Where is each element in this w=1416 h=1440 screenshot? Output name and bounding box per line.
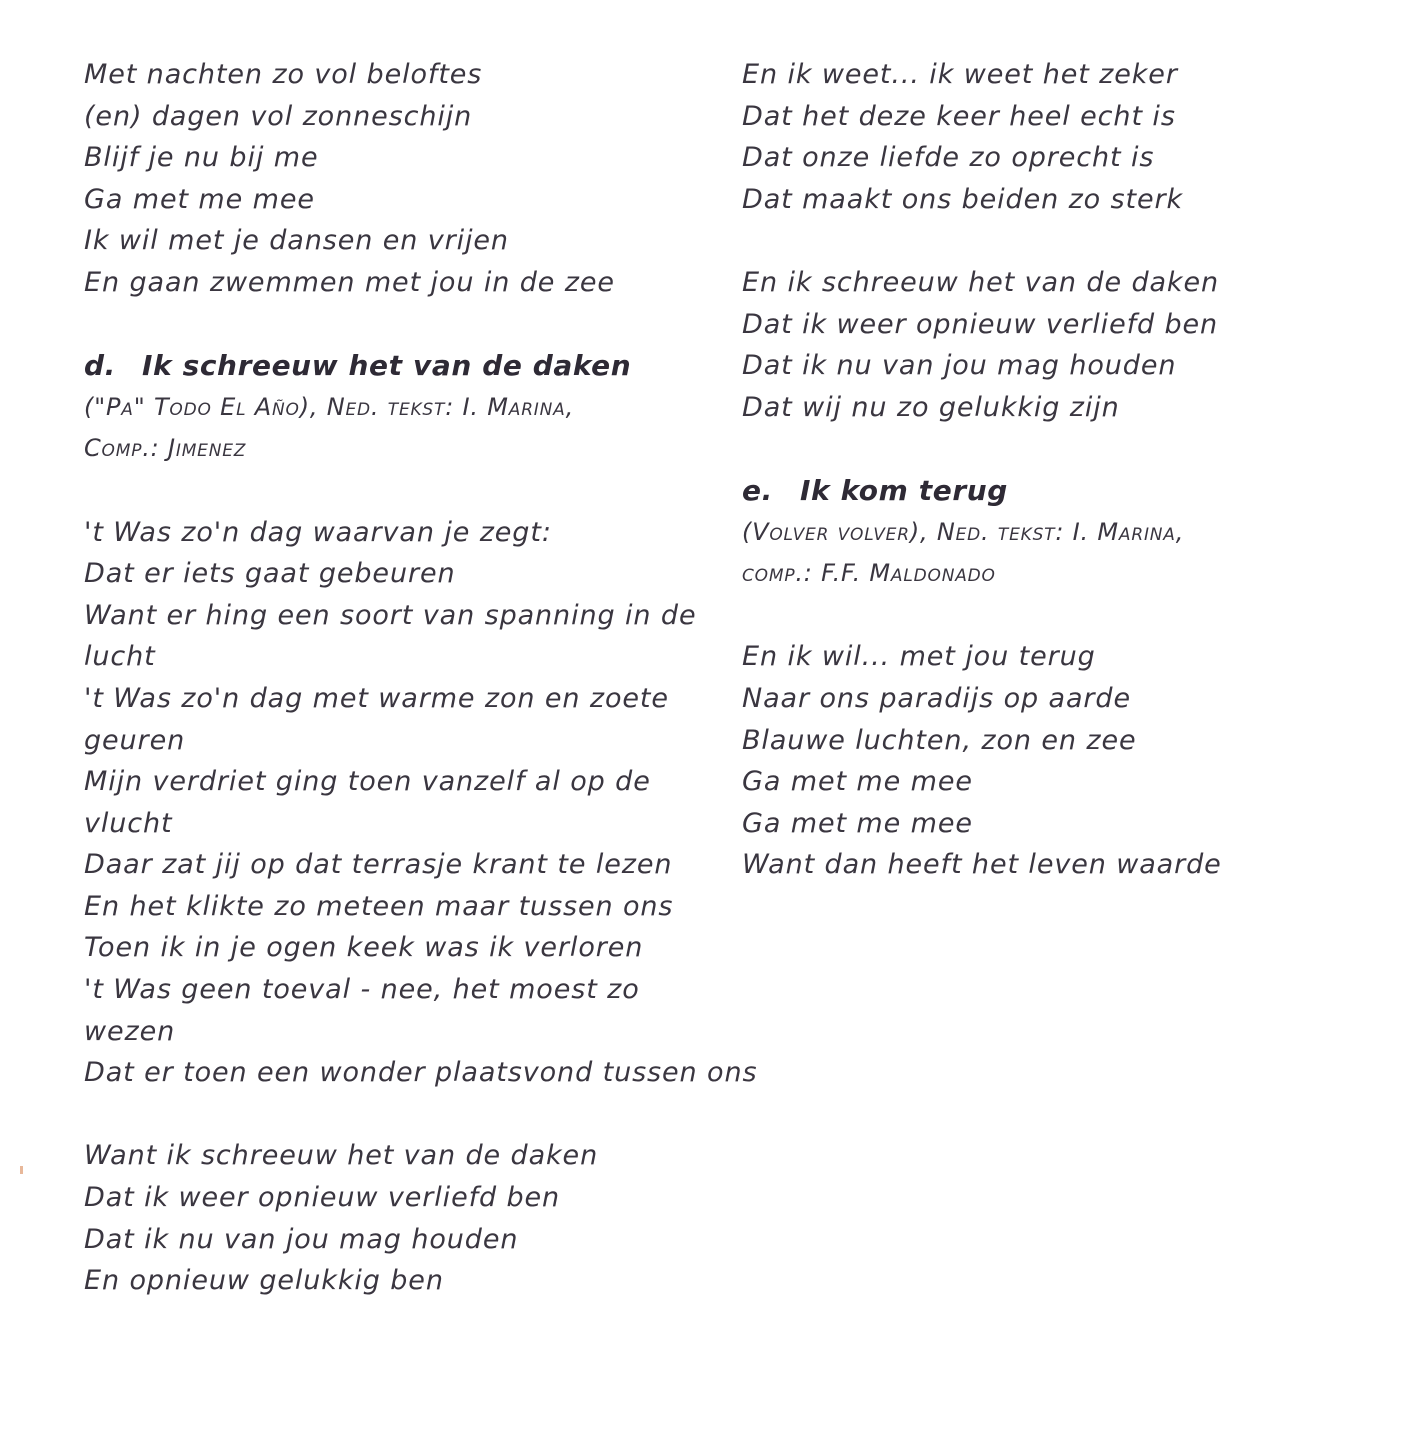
song-credit: Comp.: Jimenez: [84, 434, 247, 463]
lyric-line: Ga met me mee: [742, 766, 973, 798]
spacer: [84, 470, 724, 512]
lyric-line: 't Was zo'n dag met warme zon en zoete: [84, 682, 669, 714]
song-credit: (Volver volver), Ned. tekst: I. Marina,: [742, 517, 1185, 546]
song-heading-d: [84, 345, 724, 387]
spacer: [84, 304, 724, 346]
lyric-line: Dat er toen een wonder plaatsvond tussen ons: [84, 1057, 758, 1089]
lyric-line: Want dan heeft het leven waarde: [742, 849, 1222, 881]
scan-artifact: [20, 1166, 23, 1174]
right-column: [742, 54, 1362, 886]
lyric-line: Met nachten zo vol beloftes: [84, 59, 483, 90]
lyric-line: Dat onze liefde zo oprecht is: [742, 142, 1155, 174]
lyric-line: Dat maakt ons beiden zo sterk: [742, 183, 1184, 215]
lyric-line: Dat wij nu zo gelukkig zijn: [742, 391, 1120, 423]
lyric-line: lucht: [84, 641, 156, 673]
lyric-line: Ga met me mee: [742, 807, 973, 839]
song-title: Ik kom terug: [800, 473, 1008, 507]
verse-block: [84, 512, 758, 1094]
lyric-line: En gaan zwemmen met jou in de zee: [84, 266, 615, 298]
lyric-line: Dat ik nu van jou mag houden: [742, 350, 1177, 382]
song-credit: comp.: F.F. Maldonado: [742, 559, 996, 588]
lyric-line: En ik weet... ik weet het zeker: [742, 59, 1178, 90]
lyric-line: Dat ik weer opnieuw verliefd ben: [84, 1182, 561, 1214]
song-title: Ik schreeuw het van de daken: [142, 349, 632, 383]
lyric-line: Toen ik in je ogen keek was ik verloren: [84, 932, 644, 964]
spacer: [84, 1094, 724, 1136]
verse-block: [84, 1135, 724, 1301]
left-column: [84, 54, 758, 1302]
lyric-line: Want er hing een soort van spanning in de: [84, 599, 697, 631]
lyric-line: Dat ik nu van jou mag houden: [84, 1223, 519, 1255]
lyric-line: Blauwe luchten, zon en zee: [742, 724, 1137, 756]
lyric-line: Dat er iets gaat gebeuren: [84, 558, 456, 590]
lyric-line: Daar zat jij op dat terrasje krant te lezen: [84, 849, 673, 881]
lyric-line: Ik wil met je dansen en vrijen: [84, 225, 509, 257]
lyric-line: En ik schreeuw het van de daken: [742, 266, 1219, 298]
lyric-line: geuren: [84, 724, 186, 756]
lyric-line: wezen: [84, 1015, 176, 1047]
lyric-line: En ik wil... met jou terug: [742, 641, 1096, 673]
lyric-line: Ga met me mee: [84, 183, 315, 215]
song-letter: d.: [84, 349, 116, 383]
song-heading-e: [742, 470, 1362, 512]
song-credit: ("Pa" Todo El Año), Ned. tekst: I. Marina,: [84, 392, 574, 421]
verse-block: [84, 54, 724, 304]
lyric-line: 't Was zo'n dag waarvan je zegt:: [84, 516, 552, 548]
lyric-line: 't Was geen toeval - nee, het moest zo: [84, 974, 640, 1006]
verse-block: [742, 262, 1362, 428]
lyric-line: En opnieuw gelukkig ben: [84, 1265, 444, 1297]
lyric-line: vlucht: [84, 807, 173, 839]
lyric-line: Want ik schreeuw het van de daken: [84, 1140, 599, 1172]
lyric-line: (en) dagen vol zonneschijn: [84, 100, 473, 132]
verse-block: [742, 636, 1362, 886]
lyric-line: En het klikte zo meteen maar tussen ons: [84, 890, 674, 922]
spacer: [742, 595, 1362, 637]
lyric-line: Blijf je nu bij me: [84, 142, 319, 174]
song-letter: e.: [742, 473, 773, 507]
lyric-line: Naar ons paradijs op aarde: [742, 682, 1131, 714]
spacer: [742, 428, 1362, 470]
lyric-line: Dat het deze keer heel echt is: [742, 100, 1176, 132]
lyric-line: Dat ik weer opnieuw verliefd ben: [742, 308, 1219, 340]
lyric-line: Mijn verdriet ging toen vanzelf al op de: [84, 766, 651, 798]
verse-block: [742, 54, 1362, 220]
spacer: [742, 220, 1362, 262]
